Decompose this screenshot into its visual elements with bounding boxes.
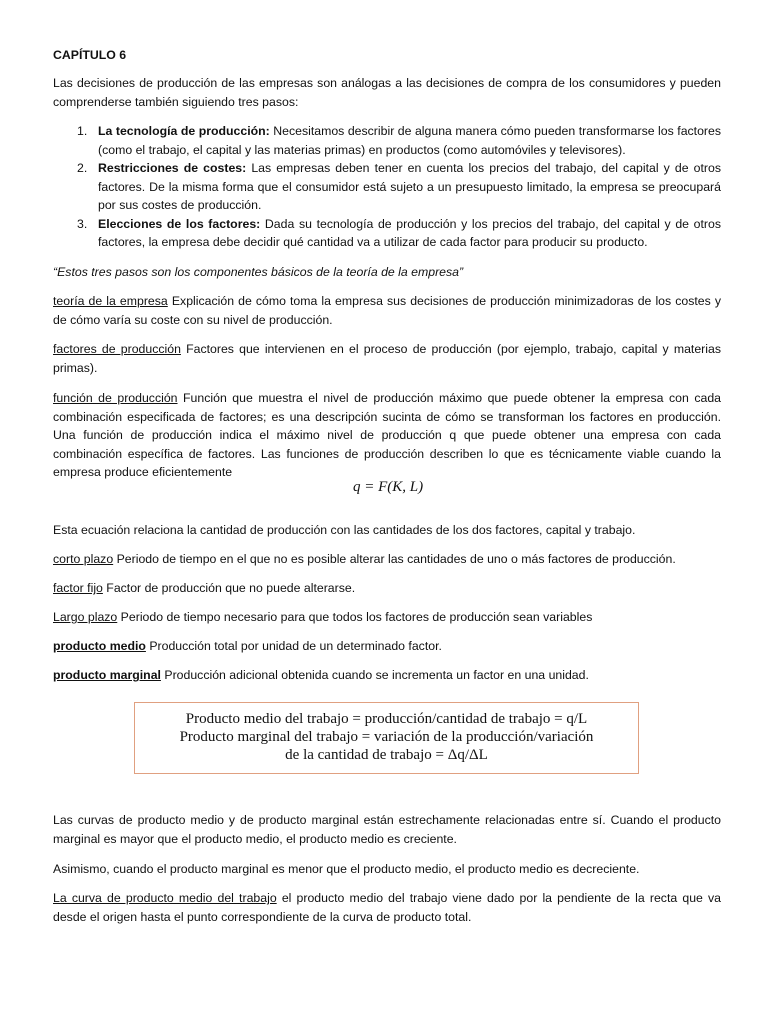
step-text: Necesitamos describir de alguna manera cómo pueden transformarse los factores (como el trabajo, el capital y las materias primas) en productos (como automóviles y televisores). xyxy=(98,124,722,157)
definition-text: Factor de producción que no puede alterarse. xyxy=(102,581,356,595)
paragraph-curves: Las curvas de producto medio y de producto marginal están estrechamente relacionadas entre sí. Cuando el producto marginal es mayor que el producto medio, el producto medio es creciente. xyxy=(53,813,721,846)
quote: “Estos tres pasos son los componentes básicos de la teoría de la empresa” xyxy=(53,265,464,279)
step-term: Elecciones de los factores: xyxy=(98,216,261,231)
formula-line: Producto marginal del trabajo = variación de la producción/variación xyxy=(179,729,594,745)
definition-term: La curva de producto medio del trabajo xyxy=(53,891,277,905)
definition-funcion xyxy=(53,389,721,482)
step-number: 3. xyxy=(77,216,88,231)
definition-largo-plazo xyxy=(53,608,721,627)
definition-producto-marginal xyxy=(53,666,721,685)
definition-text: Función que muestra el nivel de producción máximo que puede obtener la empresa con cada combinación especificada de factores; es una descripción sucinta de cómo se transforman los factores en producción. Una función de producción indica el máximo nivel de producción q que puede obtener una empresa con cada combinación específica de factores. Las funciones de producción describen lo que es técnicamente viable cuando la empresa produce eficientemente xyxy=(53,391,722,479)
paragraph-asimismo: Asimismo, cuando el producto marginal es menor que el producto medio, el producto medio es decreciente. xyxy=(53,862,640,876)
chapter-title: CAPÍTULO 6 xyxy=(53,48,127,62)
definition-term: factor fijo xyxy=(53,581,103,595)
definition-corto-plazo xyxy=(53,550,721,569)
intro-paragraph: Las decisiones de producción de las empresas son análogas a las decisiones de compra de los consumidores y pueden comprenderse también siguiendo tres pasos: xyxy=(53,76,721,109)
step-text: Las empresas deben tener en cuenta los precios del trabajo, del capital y de otros factores. De la misma forma que el consumidor está sujeto a un presupuesto limitado, la empresa se preocupará por sus costes de producción. xyxy=(98,161,721,212)
step-item xyxy=(53,159,721,215)
definition-factor-fijo xyxy=(53,579,721,598)
step-number: 1. xyxy=(77,124,88,138)
definition-term: factores de producción xyxy=(53,342,181,356)
definition-term: teoría de la empresa xyxy=(53,294,168,308)
definition-text: Periodo de tiempo necesario para que todos los factores de producción sean variables xyxy=(117,610,593,624)
step-text: Dada su tecnología de producción y los precios del trabajo, del capital y de otros factores, la empresa debe decidir qué cantidad va a utilizar de cada factor para producir su producto. xyxy=(98,216,721,249)
step-term: Restricciones de costes: xyxy=(98,161,247,175)
step-term: La tecnología de producción: xyxy=(98,124,270,138)
definition-term: función de producción xyxy=(53,391,178,405)
definition-text: Periodo de tiempo en el que no es posible alterar las cantidades de uno o más factores de producción. xyxy=(113,552,676,566)
definition-term: corto plazo xyxy=(53,552,114,566)
formula-line: de la cantidad de trabajo = Δq/ΔL xyxy=(285,747,488,763)
definition-term: producto medio xyxy=(53,639,146,653)
definition-text: el producto medio del trabajo viene dado por la pendiente de la recta que va desde el origen hasta el punto correspondiente de la curva de producto total. xyxy=(53,891,722,924)
definition-text: Producción adicional obtenida cuando se incrementa un factor en una unidad. xyxy=(160,668,589,682)
step-number: 2. xyxy=(77,161,88,175)
definition-text: Factores que intervienen en el proceso de producción (por ejemplo, trabajo, capital y materias primas). xyxy=(53,342,721,375)
definition-term: Largo plazo xyxy=(53,610,118,624)
definition-factores xyxy=(53,340,721,377)
equation-note: Esta ecuación relaciona la cantidad de producción con las cantidades de los dos factores, capital y trabajo. xyxy=(53,523,636,537)
step-item xyxy=(53,215,721,252)
definition-term: producto marginal xyxy=(53,668,161,682)
formula-line: Producto medio del trabajo = producción/cantidad de trabajo = q/L xyxy=(185,711,588,727)
step-item xyxy=(53,122,721,159)
curve-definition xyxy=(53,889,721,926)
formula-box xyxy=(134,702,639,774)
definition-text: Explicación de cómo toma la empresa sus decisiones de producción minimizadoras de los costes y de cómo varía su coste con su nivel de producción. xyxy=(53,294,721,327)
definition-producto-medio xyxy=(53,637,721,656)
definition-teoria xyxy=(53,292,721,329)
steps-list xyxy=(53,122,721,252)
production-function-equation: q = F(K, L) xyxy=(353,479,424,495)
definition-text: Producción total por unidad de un determinado factor. xyxy=(145,639,442,653)
